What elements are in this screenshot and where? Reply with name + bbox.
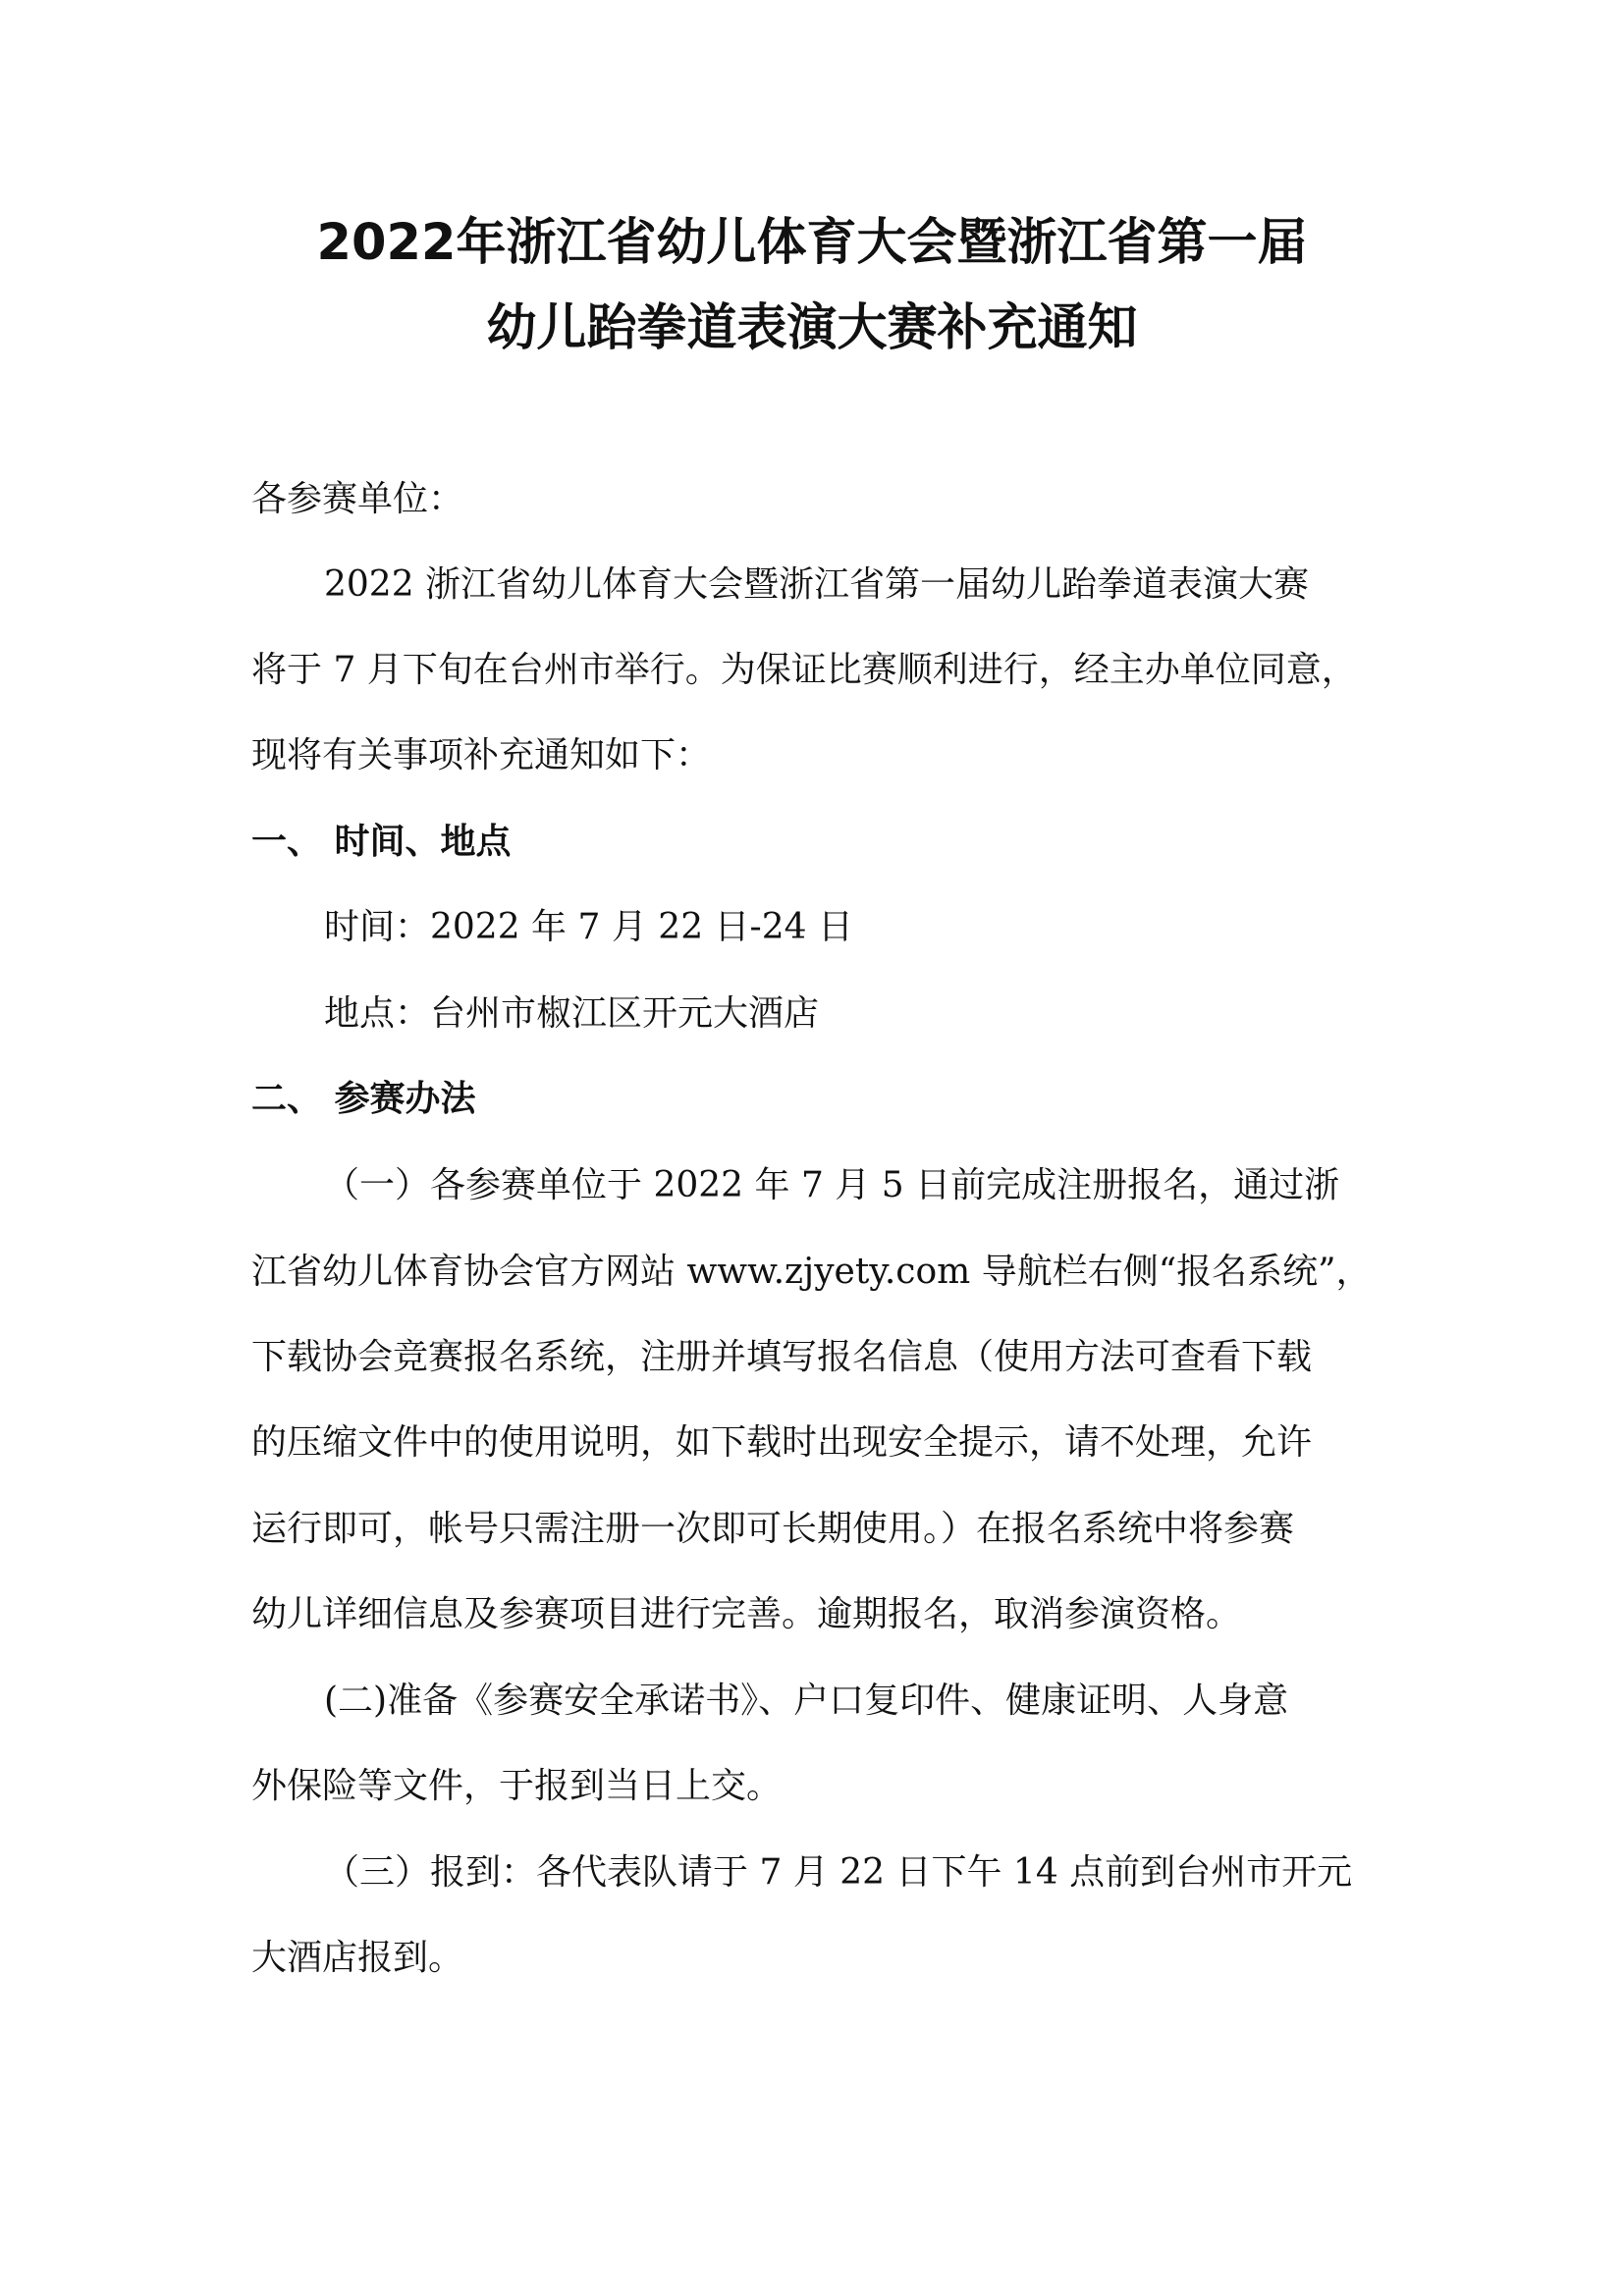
event-time: 时间：2022 年 7 月 22 日-24 日 (324, 907, 853, 947)
item-2-line-1: (二)准备《参赛安全承诺书》、户口复印件、健康证明、人身意 (324, 1681, 1289, 1721)
document-title-line-2: 幼儿跆拳道表演大赛补充通知 (486, 299, 1138, 357)
intro-line-1: 2022 浙江省幼儿体育大会暨浙江省第一届幼儿跆拳道表演大赛 (324, 564, 1310, 605)
item-3-line-2: 大酒店报到。 (251, 1938, 464, 1978)
item-1-line-4: 的压缩文件中的使用说明，如下载时出现安全提示，请不处理，允许 (251, 1422, 1313, 1463)
salutation: 各参赛单位： (251, 479, 464, 519)
document-title-line-1: 2022年浙江省幼儿体育大会暨浙江省第一届 (316, 214, 1308, 272)
section-1-heading: 一、 时间、地点 (251, 822, 512, 862)
item-2-line-2: 外保险等文件，于报到当日上交。 (251, 1766, 783, 1806)
intro-line-2: 将于 7 月下旬在台州市举行。为保证比赛顺利进行，经主办单位同意， (251, 650, 1357, 690)
item-3-line-1: （三）报到：各代表队请于 7 月 22 日下午 14 点前到台州市开元 (324, 1852, 1353, 1893)
item-1-line-5: 运行即可，帐号只需注册一次即可长期使用。）在报名系统中将参赛 (251, 1509, 1295, 1549)
item-1-line-2: 江省幼儿体育协会官方网站 www.zjyety.com 导航栏右侧“报名系统”， (251, 1252, 1372, 1292)
section-2-heading: 二、 参赛办法 (251, 1079, 476, 1119)
item-1-line-1: （一）各参赛单位于 2022 年 7 月 5 日前完成注册报名，通过浙 (324, 1165, 1340, 1205)
intro-line-3: 现将有关事项补充通知如下： (251, 735, 712, 775)
item-1-line-3: 下载协会竞赛报名系统，注册并填写报名信息（使用方法可查看下载 (251, 1337, 1313, 1377)
item-1-line-6: 幼儿详细信息及参赛项目进行完善。逾期报名，取消参演资格。 (251, 1594, 1242, 1634)
event-place: 地点：台州市椒江区开元大酒店 (324, 993, 820, 1034)
